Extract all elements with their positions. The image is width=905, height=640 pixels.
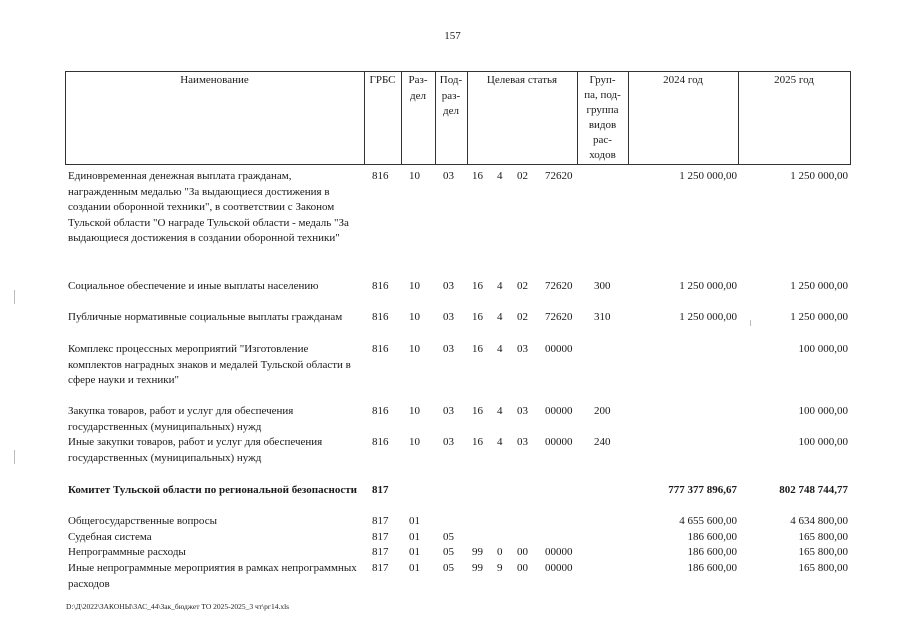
row-grbs: 817	[372, 531, 389, 543]
row-podrazdel: 03	[443, 170, 454, 182]
header-podrazdel-line: Под-	[439, 74, 463, 86]
row-podrazdel: 05	[443, 562, 454, 574]
row-grbs: 816	[372, 170, 389, 182]
row-t2: 9	[497, 562, 503, 574]
row-y2025: 165 800,00	[798, 531, 848, 543]
row-y2024: 1 250 000,00	[679, 311, 737, 323]
row-y2025: 4 634 800,00	[790, 515, 848, 527]
row-t2: 0	[497, 546, 503, 558]
row-grbs: 817	[372, 484, 389, 496]
row-y2025: 165 800,00	[798, 562, 848, 574]
row-t3: 02	[517, 280, 528, 292]
row-t2: 4	[497, 280, 503, 292]
row-y2024: 186 600,00	[687, 562, 737, 574]
row-grbs: 817	[372, 546, 389, 558]
row-group: 240	[594, 436, 611, 448]
row-t4: 00000	[545, 546, 573, 558]
row-t1: 99	[472, 546, 483, 558]
row-t4: 00000	[545, 436, 573, 448]
row-y2025: 100 000,00	[798, 343, 848, 355]
row-grbs: 816	[372, 436, 389, 448]
row-razdel: 10	[409, 436, 420, 448]
row-t1: 16	[472, 343, 483, 355]
row-t1: 99	[472, 562, 483, 574]
row-podrazdel: 03	[443, 280, 454, 292]
row-grbs: 816	[372, 343, 389, 355]
row-name: Публичные нормативные социальные выплаты гражданам	[68, 311, 343, 323]
row-t3: 03	[517, 343, 528, 355]
row-t1: 16	[472, 311, 483, 323]
header-name: Наименование	[180, 74, 249, 86]
row-t4: 72620	[545, 170, 573, 182]
header-2024: 2024 год	[663, 74, 703, 86]
header-grbs: ГРБС	[369, 74, 396, 86]
row-razdel: 01	[409, 562, 420, 574]
row-podrazdel: 03	[443, 343, 454, 355]
row-y2025: 802 748 744,77	[779, 484, 848, 496]
header-top-border	[65, 71, 851, 72]
row-y2024: 186 600,00	[687, 531, 737, 543]
row-t4: 72620	[545, 280, 573, 292]
row-razdel: 10	[409, 343, 420, 355]
row-name: Единовременная денежная выплата гражданам, награжденным медалью "За выдающиеся достижения в создании оборонной техники", в соответствии с Законом Тульской области "О награде Тульской области - медаль "За выдающиеся достижения в создании оборонной техники"	[68, 170, 349, 244]
header-group-line: ходов	[589, 149, 616, 161]
row-group: 200	[594, 405, 611, 417]
row-y2024: 777 377 896,67	[668, 484, 737, 496]
row-y2024: 1 250 000,00	[679, 280, 737, 292]
row-t2: 4	[497, 170, 503, 182]
row-name: Комитет Тульской области по региональной безопасности	[68, 484, 357, 496]
header-group-line: видов	[588, 119, 617, 131]
row-t1: 16	[472, 170, 483, 182]
row-name: Иные непрограммные мероприятия в рамках непрограммных расходов	[68, 562, 357, 590]
row-t3: 00	[517, 546, 528, 558]
row-podrazdel: 03	[443, 311, 454, 323]
row-t4: 00000	[545, 562, 573, 574]
row-y2025: 100 000,00	[798, 405, 848, 417]
row-podrazdel: 05	[443, 546, 454, 558]
row-t1: 16	[472, 280, 483, 292]
row-razdel: 10	[409, 280, 420, 292]
row-t3: 02	[517, 311, 528, 323]
header-group-line: Груп-	[589, 74, 616, 86]
scan-mark	[14, 290, 15, 304]
row-razdel: 01	[409, 531, 420, 543]
row-name: Закупка товаров, работ и услуг для обеспечения государственных (муниципальных) нужд	[68, 405, 294, 433]
row-razdel: 10	[409, 311, 420, 323]
header-group-line: па, под-	[584, 89, 621, 101]
row-grbs: 817	[372, 562, 389, 574]
header-group	[577, 73, 628, 163]
row-grbs: 816	[372, 405, 389, 417]
row-name: Социальное обеспечение и иные выплаты населению	[68, 280, 319, 292]
header-podrazdel-line: дел	[443, 105, 459, 117]
row-t1: 16	[472, 405, 483, 417]
scan-mark	[14, 450, 15, 464]
row-t2: 4	[497, 311, 503, 323]
row-t2: 4	[497, 343, 503, 355]
row-t3: 03	[517, 436, 528, 448]
table-header	[65, 71, 851, 165]
header-group-line: группа	[586, 104, 619, 116]
row-y2025: 100 000,00	[798, 436, 848, 448]
row-y2025: 1 250 000,00	[790, 170, 848, 182]
row-t3: 03	[517, 405, 528, 417]
footer-file-path: D:\Д\2022\ЗАКОНЫ\ЗАС_44\Зак_бюджет ТО 2025-2025_3 чт\рг14.xls	[66, 602, 290, 611]
row-y2025: 1 250 000,00	[790, 280, 848, 292]
header-razdel-line: Раз-	[408, 74, 428, 86]
row-grbs: 816	[372, 280, 389, 292]
row-y2024: 186 600,00	[687, 546, 737, 558]
header-podrazdel-line: раз-	[441, 89, 461, 102]
row-name: Общегосударственные вопросы	[68, 515, 217, 527]
row-razdel: 10	[409, 170, 420, 182]
row-t4: 72620	[545, 311, 573, 323]
row-group: 310	[594, 311, 611, 323]
row-grbs: 817	[372, 515, 389, 527]
row-razdel: 01	[409, 546, 420, 558]
row-t1: 16	[472, 436, 483, 448]
row-t2: 4	[497, 436, 503, 448]
row-name: Комплекс процессных мероприятий "Изготовление комплектов наградных знаков и медалей Тульской области в сфере науки и техники"	[68, 343, 351, 386]
header-podrazdel	[435, 73, 467, 120]
header-razdel-line: дел	[410, 89, 426, 102]
row-y2024: 1 250 000,00	[679, 170, 737, 182]
row-y2025: 1 250 000,00	[790, 311, 848, 323]
row-t4: 00000	[545, 343, 573, 355]
row-razdel: 01	[409, 515, 420, 527]
row-y2024: 4 655 600,00	[679, 515, 737, 527]
row-t3: 00	[517, 562, 528, 574]
row-grbs: 816	[372, 311, 389, 323]
row-podrazdel: 03	[443, 436, 454, 448]
row-name: Иные закупки товаров, работ и услуг для обеспечения государственных (муниципальных) нужд	[68, 436, 323, 464]
col-divider	[850, 71, 851, 165]
header-2025: 2025 год	[774, 74, 814, 86]
row-razdel: 10	[409, 405, 420, 417]
row-name: Непрограммные расходы	[68, 546, 186, 558]
row-podrazdel: 03	[443, 405, 454, 417]
row-t2: 4	[497, 405, 503, 417]
row-t3: 02	[517, 170, 528, 182]
row-group: 300	[594, 280, 611, 292]
row-name: Судебная система	[68, 531, 152, 543]
scan-mark	[750, 320, 751, 326]
row-y2025: 165 800,00	[798, 546, 848, 558]
row-t4: 00000	[545, 405, 573, 417]
header-bottom-border	[65, 164, 851, 165]
row-podrazdel: 05	[443, 531, 454, 543]
header-target: Целевая статья	[486, 74, 558, 86]
page-number: 157	[444, 30, 461, 42]
header-razdel	[401, 73, 435, 104]
header-group-line: рас-	[593, 134, 612, 146]
